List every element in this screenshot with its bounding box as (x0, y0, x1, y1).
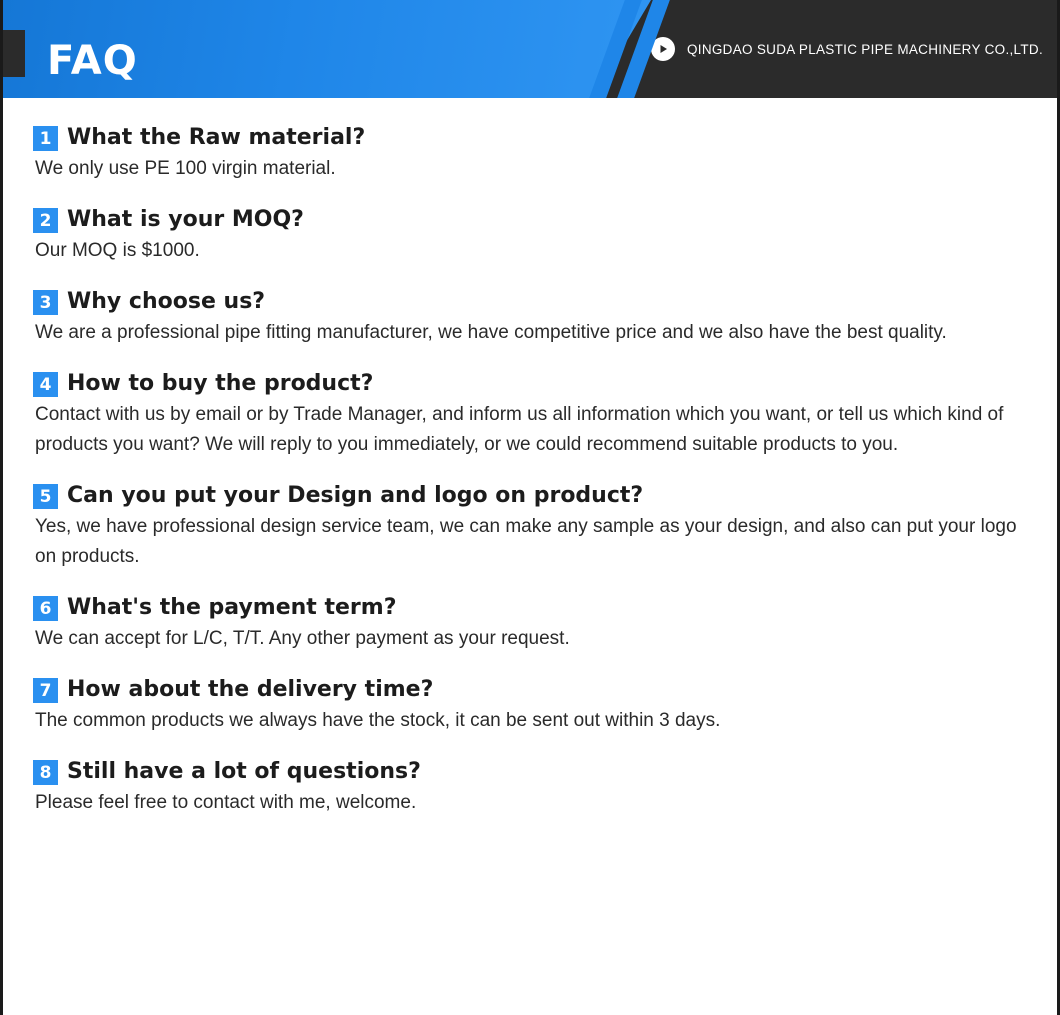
faq-item-2 (33, 206, 1027, 266)
faq-question: What the Raw material? (67, 125, 366, 150)
faq-question-row (33, 676, 1027, 704)
header-left-accent-bar (3, 30, 25, 77)
faq-answer: Our MOQ is $1000. (35, 240, 200, 261)
faq-item-8 (33, 758, 1027, 818)
faq-number-badge: 3 (33, 290, 58, 315)
faq-question-row (33, 124, 1027, 152)
faq-item-6 (33, 594, 1027, 654)
faq-number-badge: 7 (33, 678, 58, 703)
faq-question: How to buy the product? (67, 371, 374, 396)
faq-question-row (33, 594, 1027, 622)
page-header (3, 0, 1057, 98)
faq-question-row (33, 482, 1027, 510)
faq-list (3, 98, 1057, 818)
faq-item-7 (33, 676, 1027, 736)
faq-number-badge: 2 (33, 208, 58, 233)
faq-question: Still have a lot of questions? (67, 759, 421, 784)
faq-item-5 (33, 482, 1027, 572)
faq-number-badge: 8 (33, 760, 58, 785)
faq-answer: We can accept for L/C, T/T. Any other payment as your request. (35, 628, 570, 649)
faq-question: What's the payment term? (67, 595, 397, 620)
faq-answer: Contact with us by email or by Trade Manager, and inform us all information which you want, or tell us which kind of products you want? We will reply to you immediately, or we could recommend suitable products to you. (35, 404, 1004, 455)
faq-number-badge: 4 (33, 372, 58, 397)
company-brand (651, 0, 1057, 98)
faq-number-badge: 5 (33, 484, 58, 509)
faq-question: Why choose us? (67, 289, 266, 314)
faq-answer: Yes, we have professional design service team, we can make any sample as your design, and also can put your logo on products. (35, 516, 1017, 567)
faq-item-1 (33, 124, 1027, 184)
faq-question: What is your MOQ? (67, 207, 304, 232)
faq-question-row (33, 288, 1027, 316)
faq-question-row (33, 206, 1027, 234)
faq-question: Can you put your Design and logo on product? (67, 483, 644, 508)
faq-number-badge: 6 (33, 596, 58, 621)
faq-question-row (33, 370, 1027, 398)
faq-question-row (33, 758, 1027, 786)
faq-answer: We only use PE 100 virgin material. (35, 158, 336, 179)
company-name: QINGDAO SUDA PLASTIC PIPE MACHINERY CO.,LTD. (686, 41, 1043, 57)
faq-answer: Please feel free to contact with me, welcome. (35, 792, 417, 813)
faq-answer: We are a professional pipe fitting manufacturer, we have competitive price and we also have the best quality. (35, 322, 947, 343)
faq-item-3 (33, 288, 1027, 348)
faq-number-badge: 1 (33, 126, 58, 151)
page-title: FAQ (47, 38, 138, 84)
faq-item-4 (33, 370, 1027, 460)
faq-question: How about the delivery time? (67, 677, 434, 702)
faq-answer: The common products we always have the stock, it can be sent out within 3 days. (35, 710, 721, 731)
